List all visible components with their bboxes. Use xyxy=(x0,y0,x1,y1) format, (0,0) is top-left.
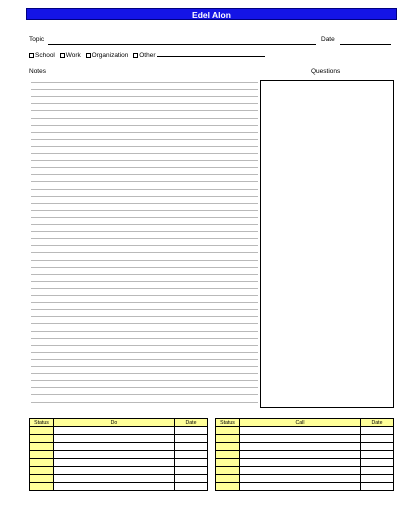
other-field[interactable] xyxy=(157,51,265,57)
call-date-cell[interactable] xyxy=(361,459,394,467)
call-date-cell[interactable] xyxy=(361,467,394,475)
checkbox-work[interactable] xyxy=(60,53,65,58)
note-line xyxy=(31,288,258,289)
note-line xyxy=(31,160,258,161)
call-task-cell[interactable] xyxy=(240,467,361,475)
call-status-cell[interactable] xyxy=(216,459,240,467)
note-line xyxy=(31,295,258,296)
todo-date-cell[interactable] xyxy=(175,483,208,491)
todo-row xyxy=(30,459,208,467)
todo-row xyxy=(30,483,208,491)
call-task-cell[interactable] xyxy=(240,443,361,451)
note-line xyxy=(31,125,258,126)
note-line xyxy=(31,331,258,332)
todo-row xyxy=(30,443,208,451)
todo-status-cell[interactable] xyxy=(30,475,54,483)
call-status-cell[interactable] xyxy=(216,475,240,483)
category-label: Other xyxy=(139,52,156,59)
note-line xyxy=(31,89,258,90)
date-label: Date xyxy=(321,36,335,43)
todo-date-cell[interactable] xyxy=(175,475,208,483)
call-date-cell[interactable] xyxy=(361,451,394,459)
category-school[interactable] xyxy=(29,52,55,59)
note-line xyxy=(31,217,258,218)
todo-row xyxy=(30,467,208,475)
category-label: Work xyxy=(65,52,81,59)
call-status-cell[interactable] xyxy=(216,483,240,491)
todo-status-cell[interactable] xyxy=(30,451,54,459)
note-line xyxy=(31,402,258,403)
todo-date-cell[interactable] xyxy=(175,443,208,451)
call-row xyxy=(216,443,394,451)
page-title: Edel Alon xyxy=(26,8,397,20)
date-field[interactable] xyxy=(340,38,391,45)
call-row xyxy=(216,483,394,491)
notes-label: Notes xyxy=(29,68,46,75)
checkbox-school[interactable] xyxy=(29,53,34,58)
call-row xyxy=(216,459,394,467)
note-line xyxy=(31,153,258,154)
note-line xyxy=(31,274,258,275)
todo-status-cell[interactable] xyxy=(30,443,54,451)
note-line xyxy=(31,252,258,253)
topic-field[interactable] xyxy=(48,38,316,45)
note-line xyxy=(31,394,258,395)
category-label: School xyxy=(35,52,55,59)
note-line xyxy=(31,110,258,111)
call-task-cell[interactable] xyxy=(240,475,361,483)
todo-status-cell[interactable] xyxy=(30,467,54,475)
note-line xyxy=(31,231,258,232)
call-date-cell[interactable] xyxy=(361,427,394,435)
todo-date-cell[interactable] xyxy=(175,467,208,475)
category-options xyxy=(29,51,268,60)
note-line xyxy=(31,196,258,197)
call-row xyxy=(216,435,394,443)
note-line xyxy=(31,189,258,190)
call-status-cell[interactable] xyxy=(216,435,240,443)
todo-row xyxy=(30,475,208,483)
call-task-cell[interactable] xyxy=(240,483,361,491)
todo-task-cell[interactable] xyxy=(54,467,175,475)
note-line xyxy=(31,238,258,239)
note-line xyxy=(31,359,258,360)
note-line xyxy=(31,181,258,182)
note-line xyxy=(31,118,258,119)
note-line xyxy=(31,338,258,339)
note-line xyxy=(31,267,258,268)
category-organization[interactable] xyxy=(86,52,129,59)
call-date-cell[interactable] xyxy=(361,443,394,451)
todo-status-cell[interactable] xyxy=(30,435,54,443)
todo-task-cell[interactable] xyxy=(54,427,175,435)
call-call-header: Call xyxy=(240,419,361,427)
note-line xyxy=(31,387,258,388)
call-date-cell[interactable] xyxy=(361,435,394,443)
note-line xyxy=(31,373,258,374)
todo-date-header: Date xyxy=(175,419,208,427)
todo-task-cell[interactable] xyxy=(54,443,175,451)
note-line xyxy=(31,309,258,310)
note-line xyxy=(31,224,258,225)
note-line xyxy=(31,366,258,367)
note-line xyxy=(31,203,258,204)
note-line xyxy=(31,210,258,211)
todo-table xyxy=(29,418,208,491)
todo-task-cell[interactable] xyxy=(54,483,175,491)
note-line xyxy=(31,132,258,133)
note-line xyxy=(31,260,258,261)
call-status-cell[interactable] xyxy=(216,451,240,459)
note-line xyxy=(31,352,258,353)
topic-label: Topic xyxy=(29,36,45,43)
questions-label: Questions xyxy=(311,68,341,75)
call-status-header: Status xyxy=(216,419,240,427)
todo-row xyxy=(30,427,208,435)
note-line xyxy=(31,174,258,175)
call-date-cell[interactable] xyxy=(361,483,394,491)
todo-status-header: Status xyxy=(30,419,54,427)
call-status-cell[interactable] xyxy=(216,427,240,435)
todo-date-cell[interactable] xyxy=(175,435,208,443)
call-status-cell[interactable] xyxy=(216,443,240,451)
notes-area[interactable] xyxy=(31,80,258,408)
note-line xyxy=(31,103,258,104)
todo-status-cell[interactable] xyxy=(30,459,54,467)
call-date-cell[interactable] xyxy=(361,475,394,483)
todo-task-cell[interactable] xyxy=(54,475,175,483)
note-line xyxy=(31,245,258,246)
category-other[interactable] xyxy=(133,52,265,59)
note-line xyxy=(31,96,258,97)
note-line xyxy=(31,146,258,147)
call-table xyxy=(215,418,394,491)
note-line xyxy=(31,302,258,303)
checkbox-organization[interactable] xyxy=(86,53,91,58)
category-label: Organization xyxy=(91,52,129,59)
call-row xyxy=(216,475,394,483)
todo-date-cell[interactable] xyxy=(175,459,208,467)
note-line xyxy=(31,323,258,324)
todo-status-cell[interactable] xyxy=(30,427,54,435)
todo-row xyxy=(30,435,208,443)
note-line xyxy=(31,316,258,317)
note-line xyxy=(31,281,258,282)
note-line xyxy=(31,380,258,381)
todo-task-cell[interactable] xyxy=(54,435,175,443)
todo-status-cell[interactable] xyxy=(30,483,54,491)
call-task-cell[interactable] xyxy=(240,459,361,467)
todo-do-header: Do xyxy=(54,419,175,427)
category-work[interactable] xyxy=(60,52,81,59)
call-row xyxy=(216,467,394,475)
todo-task-cell[interactable] xyxy=(54,459,175,467)
note-line xyxy=(31,167,258,168)
note-line xyxy=(31,82,258,83)
call-task-cell[interactable] xyxy=(240,451,361,459)
call-row xyxy=(216,451,394,459)
call-task-cell[interactable] xyxy=(240,427,361,435)
note-line xyxy=(31,345,258,346)
todo-task-cell[interactable] xyxy=(54,451,175,459)
todo-date-cell[interactable] xyxy=(175,451,208,459)
call-row xyxy=(216,427,394,435)
todo-row xyxy=(30,451,208,459)
todo-date-cell[interactable] xyxy=(175,427,208,435)
questions-box[interactable] xyxy=(260,80,394,408)
call-date-header: Date xyxy=(361,419,394,427)
call-task-cell[interactable] xyxy=(240,435,361,443)
call-status-cell[interactable] xyxy=(216,467,240,475)
checkbox-other[interactable] xyxy=(133,53,138,58)
note-line xyxy=(31,139,258,140)
